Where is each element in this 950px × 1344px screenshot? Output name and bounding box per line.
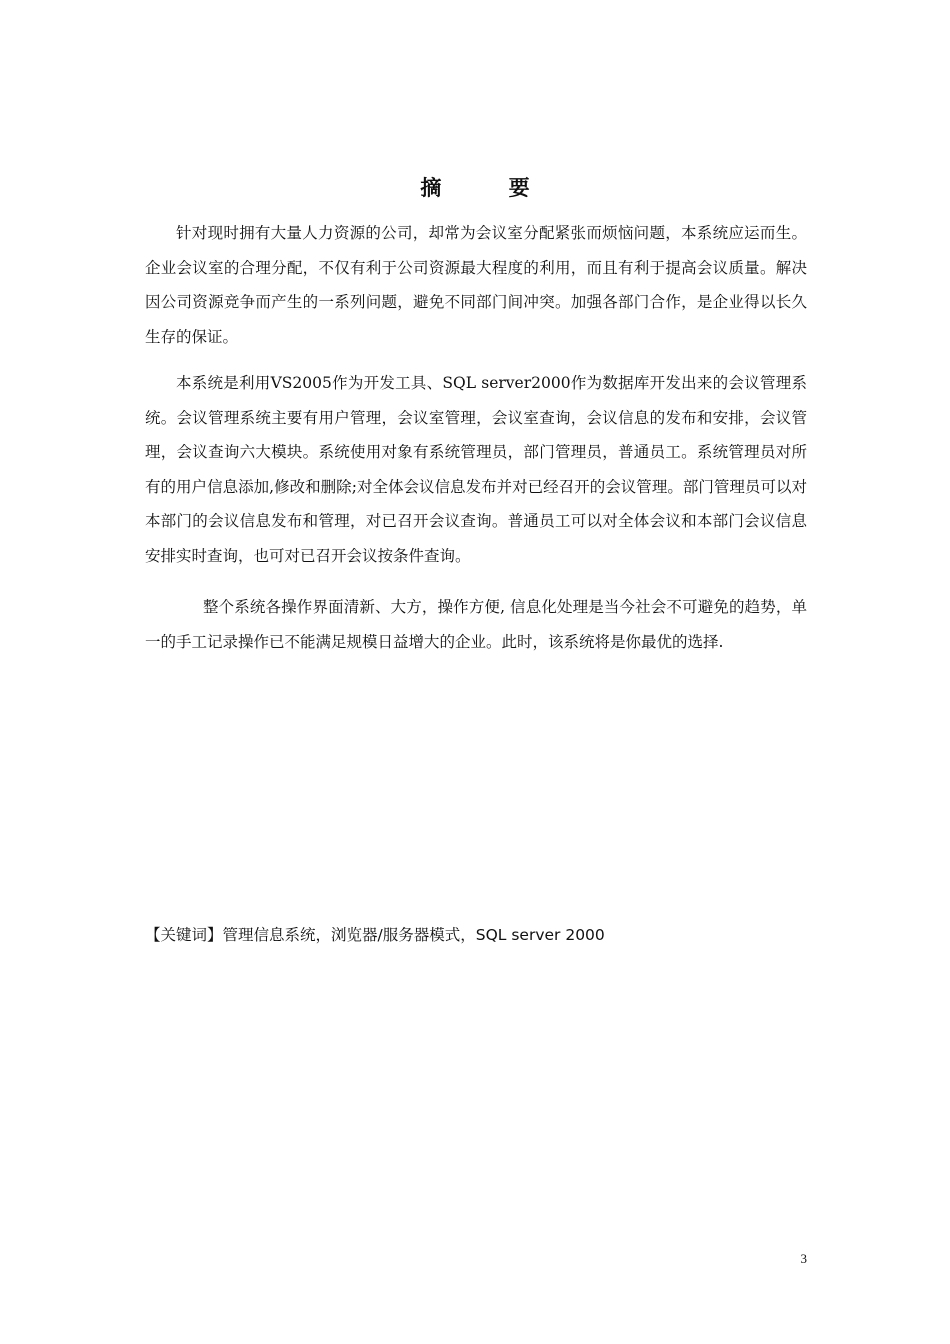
abstract-paragraph-2: 本系统是利用VS2005作为开发工具、SQL server2000作为数据库开发出来的会议管理系统。会议管理系统主要有用户管理，会议室管理，会议室查询，会议信息的发布和安排，会议管理，会议查询六大模块。系统使用对象有系统管理员，部门管理员，普通员工。系统管理员对所有的用户信息添加,修改和删除;对全体会议信息发布并对已经召开的会议管理。部门管理员可以对本部门的会议信息发布和管理，对已召开会议查询。普通员工可以对全体会议和本部门会议信息安排实时查询，也可对已召开会议按条件查询。 bbox=[145, 374, 807, 565]
keywords-line bbox=[145, 922, 605, 948]
abstract-paragraph-3-block bbox=[145, 590, 807, 659]
page-title: 摘 要 bbox=[420, 176, 560, 200]
keywords-text: 管理信息系统，浏览器/服务器模式，SQL server 2000 bbox=[222, 926, 605, 944]
keywords-label: 【关键词】 bbox=[145, 926, 223, 944]
page-number: 3 bbox=[800, 1251, 807, 1266]
abstract-paragraph-3: 整个系统各操作界面清新、大方，操作方便, 信息化处理是当今社会不可避免的趋势，单一的手工记录操作已不能满足规模日益增大的企业。此时，该系统将是你最优的选择. bbox=[145, 598, 807, 651]
abstract-paragraph-1-block bbox=[145, 216, 807, 354]
abstract-paragraph-1: 针对现时拥有大量人力资源的公司，却常为会议室分配紧张而烦恼问题，本系统应运而生。企业会议室的合理分配，不仅有利于公司资源最大程度的利用，而且有利于提高会议质量。解决因公司资源竞争而产生的一系列问题，避免不同部门间冲突。加强各部门合作，是企业得以长久生存的保证。 bbox=[145, 224, 807, 346]
abstract-paragraph-2-block bbox=[145, 366, 807, 573]
